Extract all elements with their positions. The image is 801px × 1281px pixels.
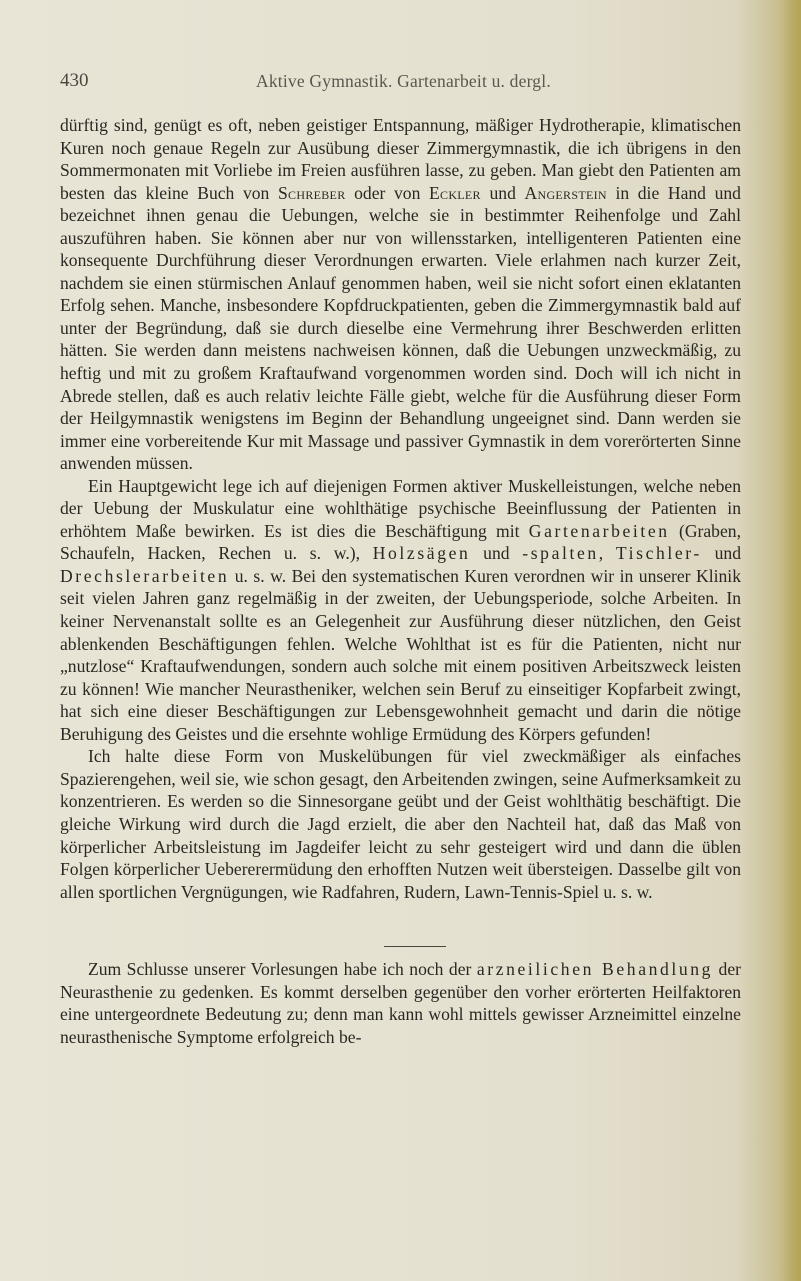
text-run: (Graben, Schaufeln, Hacken, Rechen u. s. w.),: [60, 520, 741, 564]
spaced-emphasis: arzneilichen Behandlung: [476, 959, 714, 979]
spaced-emphasis: Holzsägen: [372, 543, 471, 564]
text-run: und: [701, 543, 741, 564]
text-run: Zum Schlusse unserer Vorlesungen habe ich noch der: [88, 959, 477, 979]
text-run: oder von: [345, 182, 429, 203]
spaced-emphasis: Tischler-: [615, 543, 702, 564]
small-caps-name: Angerstein: [524, 182, 607, 203]
text-run: in die Hand und bezeichnet ihnen genau die Uebungen, welche sie in bestimmter Reihenfolge und Zahl auszuführen haben. Sie können aber nur von willensstarken, intelligenteren Patienten eine konsequente Durchführung dieser Verordnungen erwarten. Viele erlahmen nach kurzer Zeit, nachdem sie einen stürmischen Anlauf genommen haben, weil sie nicht sofort einen eklatanten Erfolg sehen. Manche, insbesondere Kopfdruckpatienten, geben die Zimmergymnastik bald auf unter der Begründung, daß sie durch dieselbe eine Vermehrung ihrer Beschwerden erlitten hätten. Sie werden dann meistens nachweisen können, daß die Uebungen unzweckmäßig, zu heftig und mit zu großem Kraftaufwand vorgenommen worden sind. Doch will ich nicht in Abrede stellen, daß es auch relativ leichte Fälle giebt, welche für die Ausführung dieser Form der Heilgymnastik wenigstens im Beginn der Behandlung ungeeignet sind. Dann werden sie immer eine vorbereitende Kur mit Massage und passiver Gymnastik in dem vorerörterten Sinne anwenden müssen.: [60, 182, 741, 474]
section-divider: [384, 946, 446, 947]
spaced-emphasis: -spalten: [522, 543, 599, 564]
paragraph: [60, 745, 741, 903]
paragraph: [60, 114, 741, 475]
body-text: [60, 114, 741, 903]
text-run: ,: [598, 543, 616, 564]
running-title: Aktive Gymnastik. Gartenarbeit u. dergl.: [256, 71, 551, 91]
paragraph: [60, 475, 741, 746]
spaced-emphasis: Gartenarbeiten: [528, 520, 670, 541]
text-run: Ein Hauptgewicht lege ich auf diejenigen Formen aktiver Muskelleistungen, welche neben der Uebung der Muskulatur eine wohlthätige psychische Beeinflussung der Patienten in erhöhtem Maße bewirken. Es ist dies die Beschäftigung mit: [60, 475, 741, 541]
text-run: u. s. w. Bei den systematischen Kuren verordnen wir in unserer Klinik seit vielen Jahren ganz regelmäßig in der zweiten, der Uebungsperiode, solche Arbeiten. In keiner Nervenanstalt sollte es an Gelegenheit zur Ausführung dieser nützlichen, den Geist ablenkenden Beschäftigungen fehlen. Welche Wohlthat ist es für die Patienten, nicht nur „nutzlose“ Kraftaufwendungen, sondern auch solche mit einem positiven Arbeitszweck leisten zu können! Wie mancher Neurastheniker, welchen sein Beruf zu einseitiger Kopfarbeit zwingt, hat sich eine dieser Beschäftigungen zur Lebensgewohnheit gemacht und darin die nötige Beruhigung des Geistes und die ersehnte wohlige Ermüdung des Körpers gefunden!: [60, 565, 741, 744]
page-edge-shadow: [783, 0, 801, 1281]
small-caps-name: Eckler: [428, 182, 481, 203]
closing-section: [60, 958, 741, 1048]
small-caps-name: Schreber: [277, 182, 346, 203]
text-run: dürftig sind, genügt es oft, neben geistiger Entspannung, mäßiger Hydrotherapie, klimatischen Kuren noch genaue Regeln zur Ausübung dieser Zimmergymnastik, die ich übrigens in den Sommermonaten mit Vorliebe im Freien ausführen lasse, zu geben. Man giebt den Patienten am besten das kleine Buch von: [60, 115, 741, 203]
text-run: und: [470, 543, 523, 564]
page-header: [60, 70, 750, 98]
spaced-emphasis: Drechslerarbeiten: [60, 565, 230, 586]
text-run: der Neurasthenie zu gedenken. Es kommt derselben gegenüber den vorher erörterten Heilfaktoren eine untergeordnete Bedeutung zu; denn man kann wohl mittels gewisser Arzneimittel einzelne neurasthenische Symptome erfolgreich be-: [60, 959, 741, 1047]
closing-paragraph: [60, 958, 741, 1048]
text-run: und: [480, 182, 525, 203]
text-run: Ich halte diese Form von Muskelübungen für viel zweckmäßiger als einfaches Spazierengehen, weil sie, wie schon gesagt, den Arbeitenden zwingen, seine Aufmerksamkeit zu konzentrieren. Es werden so die Sinnesorgane geübt und der Geist wohlthätig beschäftigt. Die gleiche Wirkung wird durch die Jagd erzielt, die aber den Nachteil hat, daß das Maß von körperlicher Arbeitsleistung im Jagdeifer leicht zu sehr gesteigert wird und dann die üblen Folgen körperlicher Uebererermüdung den erhofften Nutzen weit übersteigen. Dasselbe gilt von allen sportlichen Vergnügungen, wie Radfahren, Rudern, Lawn-Tennis-Spiel u. s. w.: [60, 746, 741, 902]
page-number: 430: [60, 70, 89, 91]
